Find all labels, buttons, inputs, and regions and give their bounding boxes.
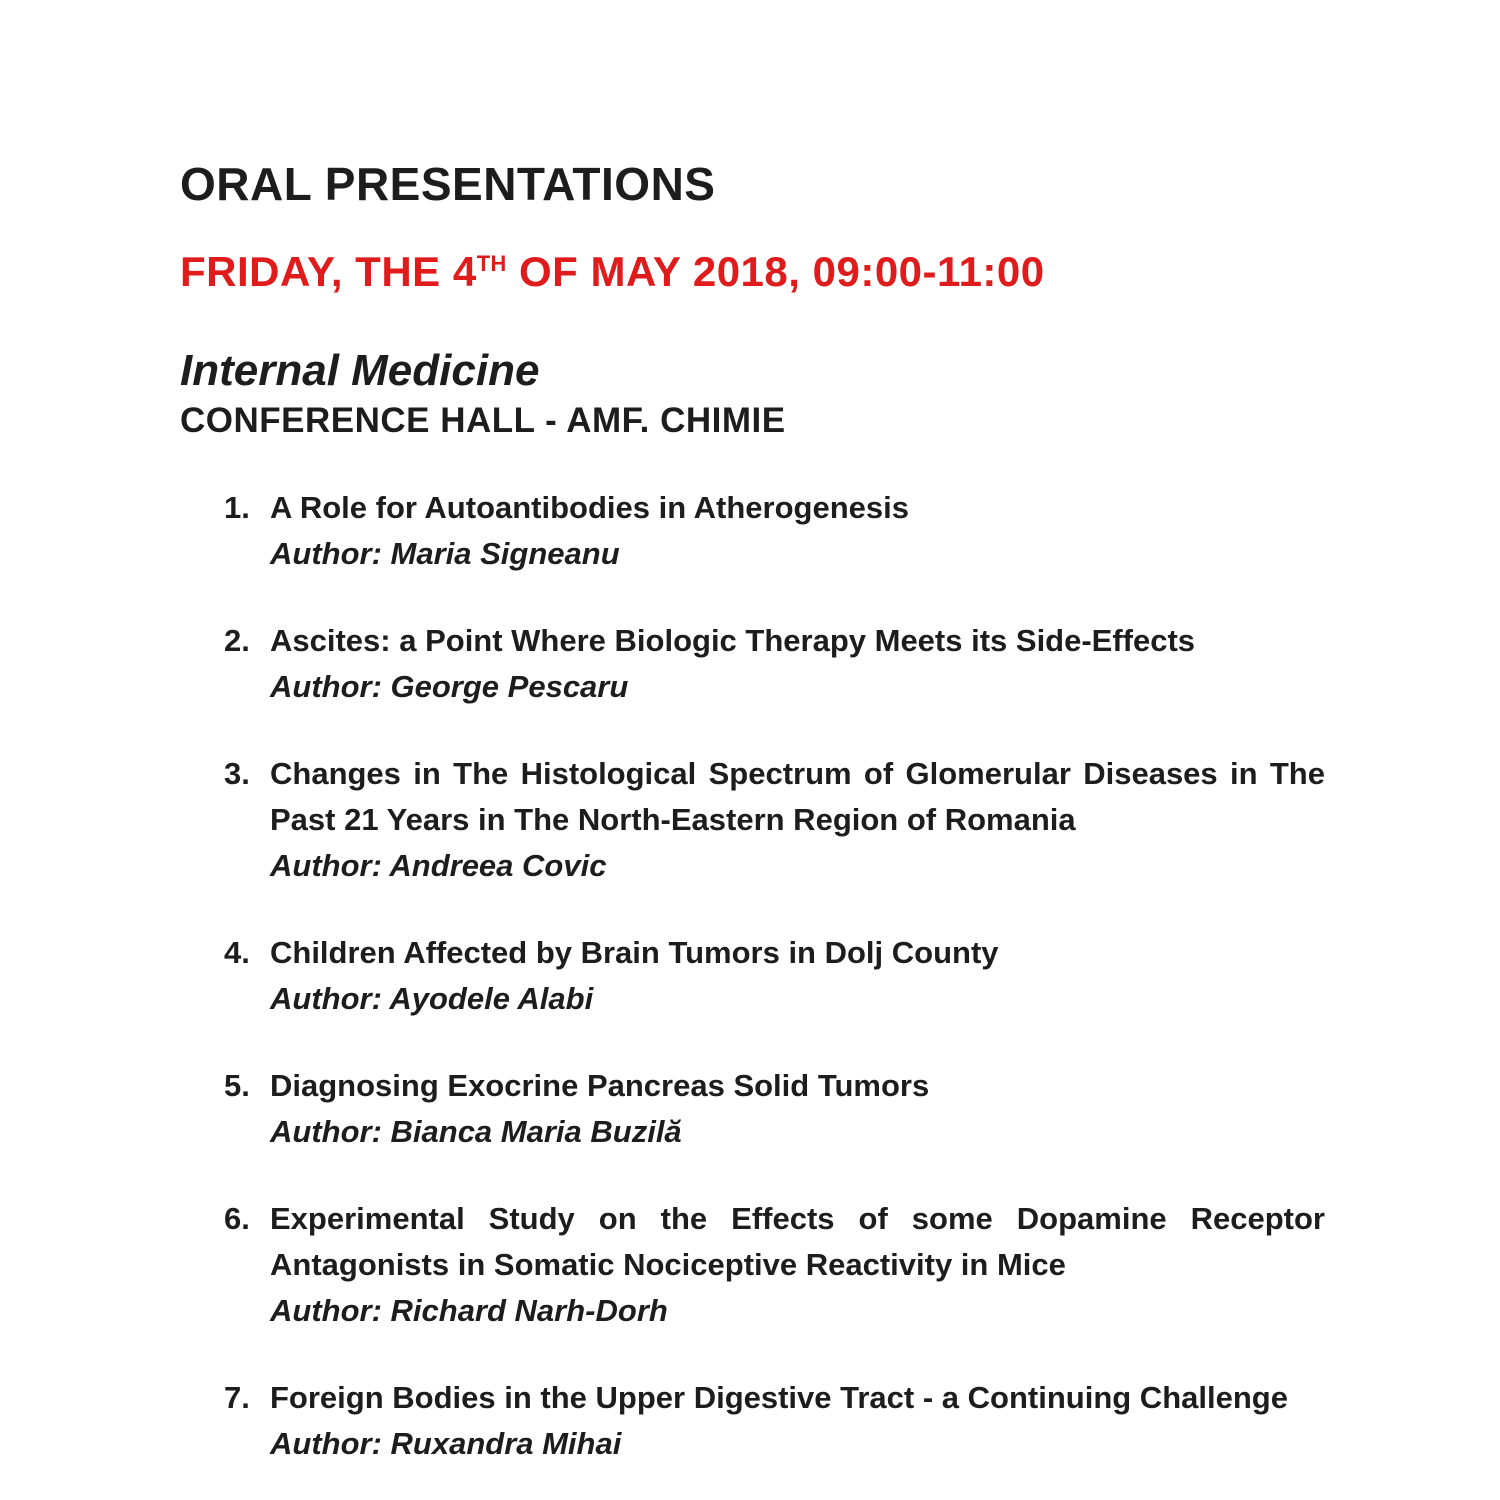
- presentation-author: Author: George Pescaru: [270, 668, 629, 704]
- page-title: ORAL PRESENTATIONS: [180, 158, 716, 210]
- presentation-author: Author: Andreea Covic: [270, 847, 607, 883]
- item-number: 4.: [224, 934, 250, 970]
- presentation-author: Author: Ayodele Alabi: [270, 980, 594, 1016]
- presentation-title: Ascites: a Point Where Biologic Therapy Meets its Side-Effects: [270, 622, 1196, 658]
- item-body: [270, 1375, 1325, 1467]
- list-item: [180, 1375, 1325, 1467]
- list-item: [180, 751, 1325, 889]
- session-date-ordinal-superscript: TH: [476, 251, 507, 277]
- presentation-title: Experimental Study on the Effects of some Dopamine Receptor Antagonists in Somatic Nociceptive Reactivity in Mice: [270, 1200, 1325, 1282]
- list-item: [180, 485, 1325, 577]
- item-number: 1.: [224, 489, 250, 525]
- presentation-title: A Role for Autoantibodies in Atherogenesis: [270, 489, 909, 525]
- item-number: 3.: [224, 755, 250, 791]
- session-date-pre: FRIDAY, THE 4: [180, 248, 477, 296]
- list-item: [180, 1196, 1325, 1334]
- item-body: [270, 751, 1325, 889]
- item-body: [270, 930, 1325, 1022]
- presentation-title: Changes in The Histological Spectrum of Glomerular Diseases in The Past 21 Years in The North-Eastern Region of Romania: [270, 755, 1325, 837]
- track-venue: CONFERENCE HALL - AMF. CHIMIE: [180, 400, 786, 440]
- item-body: [270, 1196, 1325, 1334]
- presentation-list: [180, 485, 1325, 1467]
- session-date-post: OF MAY 2018, 09:00-11:00: [506, 248, 1045, 296]
- item-number: 7.: [224, 1379, 250, 1415]
- presentation-author: Author: Ruxandra Mihai: [270, 1425, 622, 1461]
- presentation-author: Author: Maria Signeanu: [270, 535, 620, 571]
- list-item: [180, 930, 1325, 1022]
- item-body: [270, 618, 1325, 710]
- item-body: [270, 1063, 1325, 1155]
- presentation-author: Author: Bianca Maria Buzilă: [270, 1113, 682, 1149]
- item-body: [270, 485, 1325, 577]
- session-date-heading: [180, 250, 1325, 294]
- presentation-title: Foreign Bodies in the Upper Digestive Tract - a Continuing Challenge: [270, 1379, 1288, 1415]
- presentation-title: Children Affected by Brain Tumors in Dolj County: [270, 934, 999, 970]
- item-number: 5.: [224, 1067, 250, 1103]
- list-item: [180, 1063, 1325, 1155]
- presentation-author: Author: Richard Narh-Dorh: [270, 1292, 668, 1328]
- track-name: Internal Medicine: [180, 346, 540, 396]
- item-number: 6.: [224, 1200, 250, 1236]
- list-item: [180, 618, 1325, 710]
- presentation-title: Diagnosing Exocrine Pancreas Solid Tumors: [270, 1067, 930, 1103]
- item-number: 2.: [224, 622, 250, 658]
